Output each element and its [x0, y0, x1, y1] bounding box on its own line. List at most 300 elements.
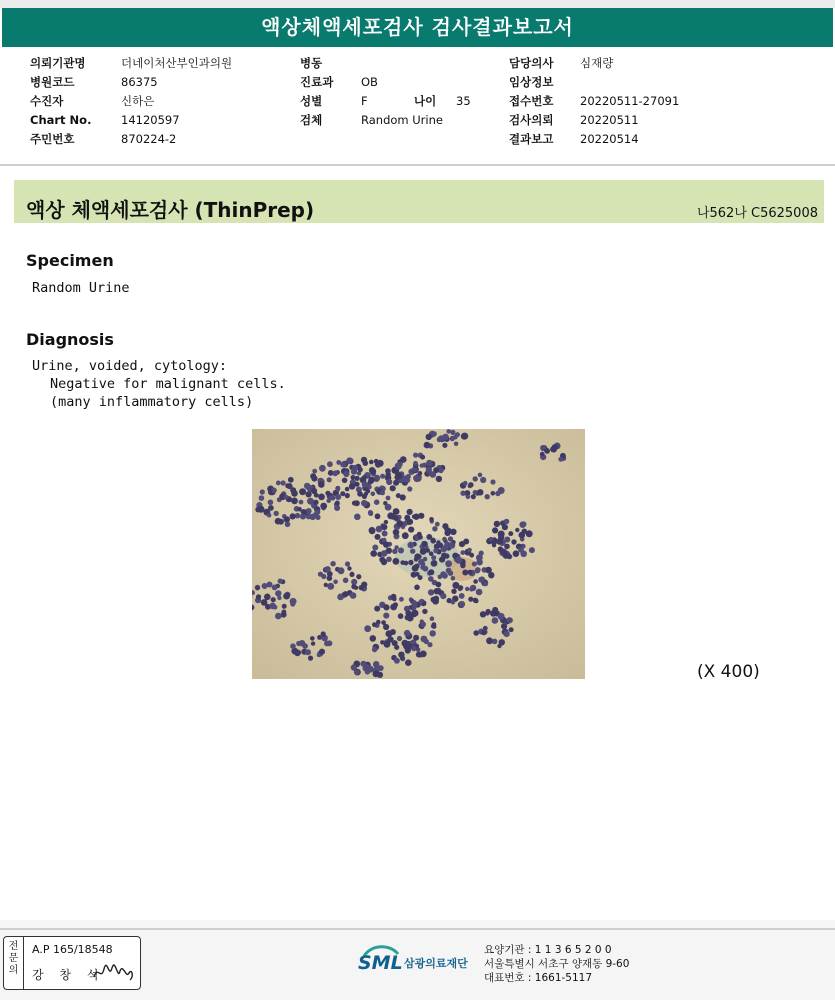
cell-texture [502, 524, 508, 530]
cell-texture [411, 600, 417, 606]
cell-texture [469, 553, 474, 558]
cell-texture [398, 548, 404, 554]
cell-texture [418, 652, 423, 657]
cell-texture [419, 599, 424, 604]
cell-texture [473, 490, 478, 495]
cell-texture [376, 620, 381, 625]
cell-texture [414, 564, 419, 569]
cell-texture [407, 509, 413, 515]
cell-texture [420, 621, 426, 627]
cell-texture [491, 491, 496, 496]
cell-texture [391, 594, 397, 600]
cell-texture [371, 492, 376, 497]
cell-texture [498, 487, 505, 494]
pathologist-stamp [3, 936, 141, 990]
cell-texture [444, 544, 449, 549]
cell-texture [384, 520, 388, 524]
cell-texture [327, 477, 332, 482]
cell-texture [473, 579, 478, 584]
cell-texture [383, 604, 389, 610]
cell-texture [405, 477, 411, 483]
cell-texture [355, 476, 360, 481]
cell-texture [390, 629, 396, 635]
cell-texture [381, 550, 388, 557]
cell-texture [370, 550, 377, 557]
cell-texture [369, 467, 375, 473]
header-col-1 [30, 54, 232, 149]
cell-texture [364, 625, 371, 632]
microscopy-image [252, 429, 585, 679]
cell-texture [272, 585, 278, 591]
cell-texture [454, 442, 459, 447]
cell-texture [385, 468, 391, 474]
cell-texture [467, 548, 471, 552]
cell-texture [442, 443, 447, 448]
cell-texture [413, 514, 419, 520]
cell-texture [305, 649, 311, 655]
cell-texture [433, 596, 439, 602]
cell-texture [290, 513, 296, 519]
cell-texture [324, 641, 330, 647]
cell-texture [311, 641, 315, 645]
cell-texture [306, 514, 312, 520]
cell-texture [383, 541, 389, 547]
cell-texture [394, 658, 400, 664]
cell-texture [429, 517, 434, 522]
cell-texture [429, 551, 434, 556]
cell-texture [327, 461, 333, 467]
cell-texture [335, 501, 340, 506]
cell-texture [340, 461, 346, 467]
cell-texture [442, 434, 449, 441]
cell-texture [408, 542, 415, 549]
cell-texture [558, 457, 563, 462]
cell-texture [468, 482, 473, 487]
cell-texture [413, 453, 418, 458]
cell-texture [511, 539, 516, 544]
cell-texture [299, 500, 304, 505]
label-specimen: 검체 [300, 113, 323, 127]
value-hospital-code: 86375 [121, 75, 158, 89]
cell-texture [386, 557, 392, 563]
cell-texture [436, 476, 442, 482]
cell-texture [483, 581, 488, 586]
cell-texture [387, 512, 394, 519]
cell-texture [381, 524, 387, 530]
cell-texture [393, 480, 399, 486]
cell-texture [374, 606, 380, 612]
cell-texture [430, 630, 436, 636]
value-report-date: 20220514 [580, 132, 639, 146]
cell-texture [402, 532, 409, 539]
cell-texture [460, 491, 465, 496]
cell-texture [420, 548, 427, 555]
cell-texture [428, 576, 434, 582]
cell-texture [343, 578, 349, 584]
cell-texture [375, 534, 381, 540]
cell-texture [481, 630, 486, 635]
cell-texture [346, 457, 353, 464]
cell-texture [304, 483, 310, 489]
cell-texture [499, 639, 505, 645]
cell-texture [442, 537, 447, 542]
cell-texture [460, 550, 465, 555]
cell-texture [515, 528, 519, 532]
cell-texture [466, 494, 471, 499]
cell-texture [398, 462, 403, 467]
org-address-line-1: 요양기관 : 1 1 3 6 5 2 0 0 [484, 944, 612, 956]
cell-texture [473, 630, 479, 636]
cell-texture [319, 649, 325, 655]
cell-texture [440, 572, 445, 577]
cell-texture [360, 661, 366, 667]
cell-texture [264, 594, 271, 601]
cell-texture [380, 474, 385, 479]
cell-texture [285, 522, 291, 528]
cell-texture [469, 587, 474, 592]
cell-texture [351, 475, 356, 480]
cell-texture [369, 527, 376, 534]
cell-texture [354, 514, 361, 521]
cell-texture [445, 560, 452, 567]
stamp-pathologist-name: 강 창 석 [32, 968, 105, 982]
cell-texture [378, 665, 384, 671]
cell-texture [503, 631, 509, 637]
cell-texture [540, 452, 545, 457]
cell-texture [492, 543, 496, 547]
cell-texture [362, 481, 368, 487]
label-clinical-info: 임상정보 [509, 75, 554, 89]
cell-texture [282, 604, 287, 609]
cell-texture [414, 557, 419, 562]
cell-texture [421, 636, 428, 643]
cell-texture [428, 471, 433, 476]
cell-texture [479, 551, 484, 556]
cell-texture [420, 463, 424, 467]
cell-texture [374, 475, 380, 481]
cell-texture [350, 572, 355, 577]
cell-texture [426, 548, 431, 553]
cell-texture [294, 650, 300, 656]
cell-texture [459, 593, 465, 599]
cell-texture [325, 566, 331, 572]
cell-texture [494, 521, 500, 527]
cell-texture [256, 594, 261, 599]
cell-texture [518, 547, 524, 553]
cell-texture [428, 569, 434, 575]
cell-texture [414, 585, 420, 591]
cell-texture [452, 582, 459, 589]
cell-texture [408, 527, 414, 533]
cell-texture [436, 540, 440, 544]
cell-texture [413, 635, 419, 641]
cell-texture [310, 473, 316, 479]
cell-texture [368, 477, 375, 484]
cell-texture [513, 550, 520, 557]
cell-texture [394, 645, 399, 650]
cell-texture [526, 530, 533, 537]
cell-texture [504, 519, 510, 525]
cell-texture [471, 494, 476, 499]
cell-texture [461, 433, 468, 440]
cell-texture [274, 511, 279, 516]
cell-texture [474, 599, 479, 604]
cell-texture [350, 592, 357, 599]
cell-texture [380, 490, 385, 495]
cell-texture [379, 557, 385, 563]
label-age: 나이 [414, 94, 437, 108]
stamp-side-label: 전 문 의 [4, 937, 24, 989]
label-department: 진료과 [300, 75, 334, 89]
cell-texture [368, 510, 373, 515]
cell-texture [328, 496, 332, 500]
cell-texture [273, 605, 278, 610]
cell-texture [476, 559, 483, 566]
cell-texture [418, 535, 423, 540]
cell-texture [386, 496, 391, 501]
signature-icon [92, 959, 136, 985]
cell-texture [380, 640, 384, 644]
cell-texture [411, 611, 418, 618]
cell-texture [312, 469, 317, 474]
cell-texture [318, 494, 325, 501]
cell-texture [428, 589, 434, 595]
cell-texture [259, 495, 265, 501]
cell-texture [325, 491, 330, 496]
cell-texture [268, 500, 274, 506]
cell-texture [436, 582, 442, 588]
cell-texture [485, 567, 492, 574]
cell-texture [342, 478, 348, 484]
stamp-ap-number: A.P 165/18548 [32, 943, 113, 956]
cell-texture [478, 473, 483, 478]
cell-texture [529, 547, 535, 553]
cell-texture [435, 522, 440, 527]
cell-texture [451, 600, 456, 605]
label-sex: 성별 [300, 94, 323, 108]
cell-texture [462, 570, 468, 576]
cell-texture [475, 567, 480, 572]
cell-texture [345, 487, 350, 492]
cell-texture [299, 488, 306, 495]
cell-texture [373, 670, 380, 677]
cell-texture [275, 518, 282, 525]
cell-texture [284, 495, 289, 500]
value-sex: F [361, 94, 368, 108]
cell-texture [327, 583, 334, 590]
value-patient: 신하은 [121, 94, 155, 108]
cell-texture [318, 481, 325, 488]
cell-texture [370, 635, 377, 642]
cell-texture [267, 582, 273, 588]
cell-texture [333, 580, 338, 585]
cell-texture [383, 613, 389, 619]
cell-texture [430, 538, 436, 544]
value-specimen: Random Urine [361, 113, 443, 127]
cell-texture [255, 507, 261, 513]
diagnosis-heading: Diagnosis [26, 330, 114, 349]
cell-texture [468, 597, 473, 602]
cell-texture [498, 613, 505, 620]
cell-texture [422, 609, 427, 614]
cell-texture [451, 576, 456, 581]
cell-texture [349, 483, 356, 490]
cell-texture [496, 538, 503, 545]
header-divider [0, 164, 835, 166]
cell-texture [463, 481, 468, 486]
sml-logo-text: SML [358, 952, 403, 974]
header-col-3 [509, 54, 679, 149]
cell-texture [403, 644, 408, 649]
section-title: 액상 체액세포검사 (ThinPrep) [26, 198, 315, 222]
org-address-line-2: 서울특별시 서초구 양재동 9-60 [484, 958, 630, 970]
value-resident-no: 870224-2 [121, 132, 177, 146]
cell-texture [311, 488, 317, 494]
cell-texture [390, 604, 397, 611]
cell-texture [485, 494, 490, 499]
cell-texture [267, 513, 272, 518]
cell-texture [404, 515, 410, 521]
cell-texture [442, 523, 448, 529]
cell-texture [492, 617, 499, 624]
cell-texture [362, 475, 367, 480]
header-col-2 [300, 54, 471, 130]
section-header [14, 180, 824, 223]
cell-texture [340, 491, 345, 496]
cell-texture [281, 480, 286, 485]
cell-texture [315, 515, 320, 520]
magnification-label: (X 400) [697, 662, 760, 682]
cell-texture [408, 560, 413, 565]
cell-texture [400, 560, 405, 565]
label-hospital-code: 병원코드 [30, 75, 75, 89]
cell-texture [472, 562, 477, 567]
cell-texture [290, 601, 295, 606]
cell-texture [404, 630, 411, 637]
cell-texture [506, 554, 511, 559]
cell-texture [330, 561, 335, 566]
label-resident-no: 주민번호 [30, 132, 75, 146]
cell-texture [420, 455, 425, 460]
cell-texture [375, 513, 381, 519]
cell-texture [550, 446, 556, 452]
cell-texture [319, 465, 326, 472]
report-title: 액상체액세포검사 검사결과보고서 [2, 8, 833, 47]
cell-texture [423, 566, 429, 572]
sml-logo [358, 944, 478, 980]
cell-texture [393, 508, 400, 515]
cell-texture [260, 489, 265, 494]
cell-texture [393, 529, 400, 536]
cell-texture [426, 460, 433, 467]
cell-texture [345, 561, 350, 566]
cell-texture [418, 575, 423, 580]
cell-texture [455, 433, 460, 438]
cell-texture [359, 585, 364, 590]
cell-texture [500, 549, 507, 556]
cell-texture [486, 609, 491, 614]
cell-texture [431, 555, 436, 560]
cell-texture [396, 493, 401, 498]
cell-texture [507, 617, 512, 622]
cell-texture [492, 527, 498, 533]
cell-texture [432, 526, 437, 531]
label-report-date: 결과보고 [509, 132, 554, 146]
cell-texture [501, 623, 507, 629]
cell-texture [397, 636, 402, 641]
cell-texture [278, 579, 283, 584]
cell-texture [342, 591, 348, 597]
cell-texture [431, 624, 436, 629]
cell-texture [290, 487, 296, 493]
label-doctor: 담당의사 [509, 56, 554, 70]
value-receipt-no: 20220511-27091 [580, 94, 680, 108]
cell-texture [301, 509, 306, 514]
cell-texture [375, 461, 381, 467]
cell-texture [306, 508, 312, 514]
cell-texture [521, 521, 526, 526]
value-doctor: 심재량 [580, 56, 614, 70]
sml-org-name: 삼광의료재단 [404, 957, 468, 970]
cell-texture [347, 566, 351, 570]
cell-texture [476, 589, 483, 596]
cell-texture [407, 486, 412, 491]
cell-texture [351, 584, 356, 589]
cell-texture [372, 545, 378, 551]
cell-texture [282, 610, 287, 615]
cell-texture [486, 637, 493, 644]
cell-texture [450, 430, 455, 435]
diagnosis-line-1: Urine, voided, cytology: [32, 358, 228, 374]
cell-texture [490, 479, 495, 484]
cell-texture [421, 541, 427, 547]
diagnosis-line-3: (many inflammatory cells) [50, 394, 254, 410]
label-chart-no: Chart No. [30, 113, 92, 127]
value-department: OB [361, 75, 378, 89]
value-institution: 더네이처산부인과의원 [121, 56, 233, 70]
cell-texture [489, 537, 493, 541]
cell-texture [446, 429, 451, 434]
cell-texture [345, 493, 350, 498]
cell-texture [338, 567, 345, 574]
cell-texture [509, 627, 514, 632]
cell-texture [393, 558, 400, 565]
cell-texture [384, 641, 391, 648]
cell-texture [459, 541, 465, 547]
cell-texture [343, 471, 349, 477]
specimen-heading: Specimen [26, 251, 114, 270]
cell-texture [364, 492, 368, 496]
cell-texture [478, 577, 484, 583]
cell-texture [283, 593, 290, 600]
cell-texture [271, 597, 276, 602]
cell-texture [321, 631, 326, 636]
cell-texture [372, 647, 377, 652]
label-receipt-no: 접수번호 [509, 94, 554, 108]
cell-texture [357, 491, 363, 497]
cell-texture [498, 531, 505, 538]
cell-texture [490, 610, 497, 617]
cell-texture [448, 571, 453, 576]
cell-texture [411, 572, 417, 578]
cell-texture [335, 494, 341, 500]
cell-texture [431, 560, 438, 567]
cell-texture [424, 442, 431, 449]
cell-texture [308, 656, 313, 661]
cell-texture [385, 504, 392, 511]
cell-texture [508, 531, 513, 536]
cell-texture [382, 531, 388, 537]
